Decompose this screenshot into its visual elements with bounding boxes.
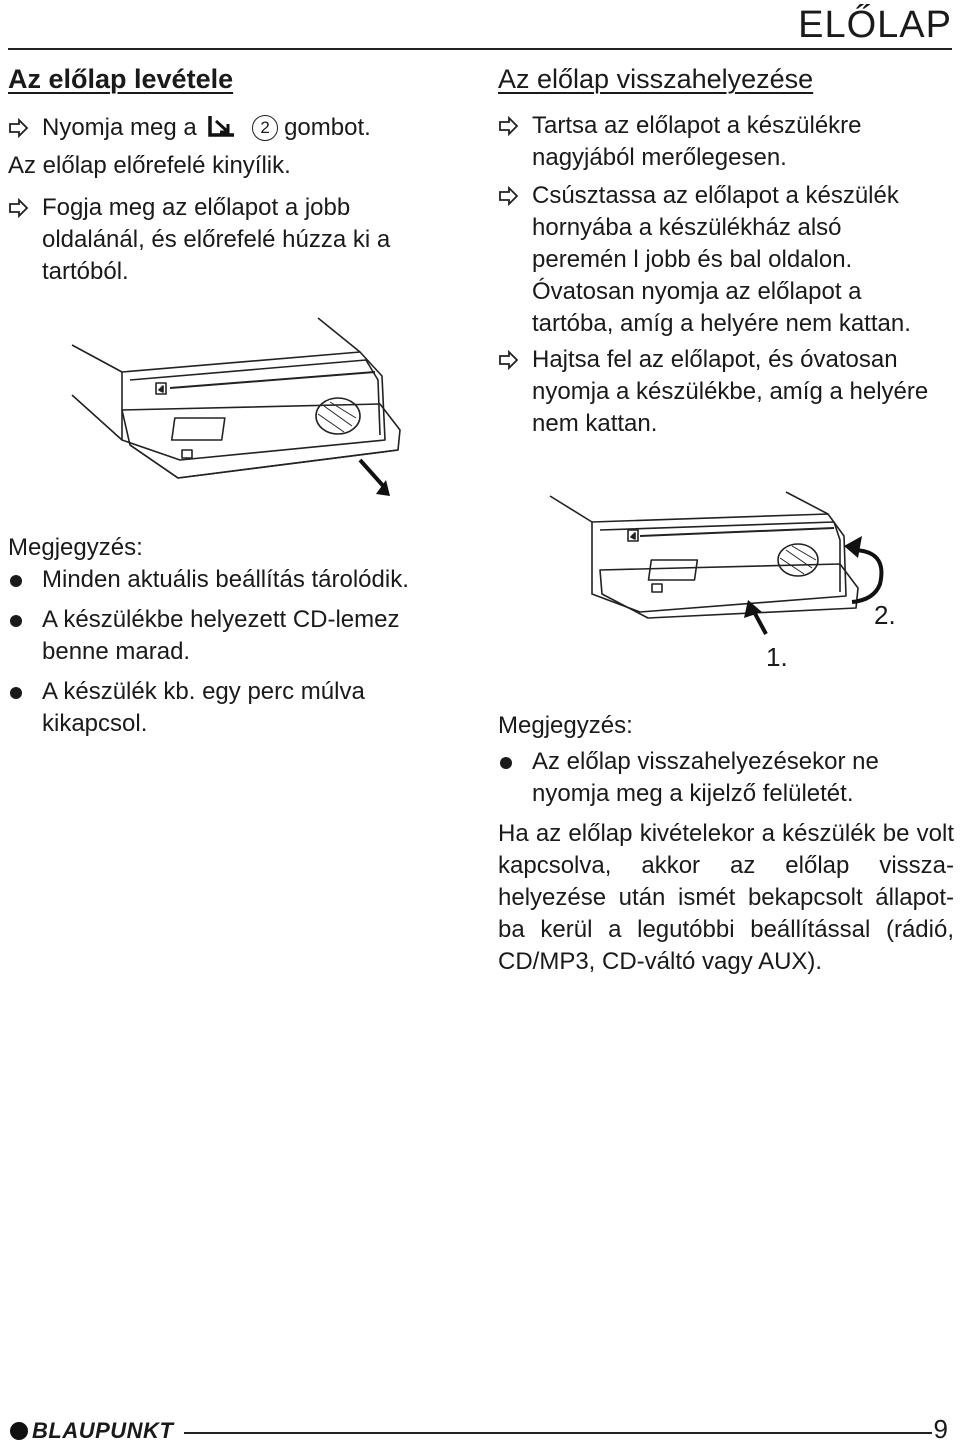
note-2-item-1-text: Az előlap visszahelyezésekor ne nyomja meg a kijelző felületét. [532,748,879,807]
bullet-dot-icon [500,757,512,769]
button-number-badge: 2 [252,115,278,141]
removal-step-1-after: gombot. [284,114,371,141]
illustration-panel-reattach [540,484,920,674]
note-title-2: Megjegyzés: [498,712,633,739]
removal-step-1-result: Az előlap előrefelé kinyílik. [8,152,291,179]
bullet-dot-icon [10,615,22,627]
reattach-step-2 [498,180,938,340]
removal-step-2 [8,192,418,288]
reattach-step-2-text: Csúsztassa az előlapot a készülék hornyába a készülékház alsó peremén l jobb és bal oldalon. Óvatosan nyomja az előlapot a tartóba, amíg a helyére nem kattan. [532,182,911,337]
figure-step-label-1: 1. [766,642,788,672]
note-1-item-2-text: A készülékbe helyezett CD-lemez benne marad. [42,606,400,665]
figure-step-label-2: 2. [874,600,896,630]
bullet-dot-icon [10,687,22,699]
section-heading-reattach: Az előlap visszahelyezése [498,64,814,94]
arrow-bullet-icon [8,198,30,218]
brand-name: BLAUPUNKT [32,1418,174,1443]
arrow-bullet-icon [498,350,520,370]
arrow-bullet-icon [498,116,520,136]
note-1-item-2 [8,604,448,668]
blaupunkt-logo-icon [10,1422,28,1440]
reattach-step-3-text: Hajtsa fel az előlapot, és óvatosan nyomja a készülékbe, amíg a helyére nem kattan. [532,346,929,437]
reattach-step-3 [498,344,938,440]
bullet-dot-icon [10,575,22,587]
arrow-bullet-icon [498,186,520,206]
brand-logo [10,1418,173,1444]
note-1-item-3-text: A készülék kb. egy perc múlva kikapcsol. [42,678,365,737]
removal-step-1 [8,112,448,144]
note-1-item-1-text: Minden aktuális beállítás tárolódik. [42,566,409,593]
removal-step-2-text: Fogja meg az előlapot a jobb oldalánál, és előrefelé húzza ki a tartóból. [42,194,391,285]
reattach-step-1 [498,110,938,174]
removal-step-1-before: Nyomja meg a [42,114,197,141]
reattach-step-1-text: Tartsa az előlapot a készülékre nagyjából merőlegesen. [532,112,862,171]
section-heading-removal: Az előlap levétele [8,64,234,94]
page-title: ELŐLAP [798,4,952,46]
header-divider [8,48,952,50]
page-number: 9 [933,1414,948,1444]
note-1-item-1 [8,564,448,596]
arrow-bullet-icon [8,118,30,138]
note-2-item-1 [498,746,938,810]
note-title-1: Megjegyzés: [8,534,143,561]
note-1-item-3 [8,676,448,740]
illustration-panel-open [60,310,410,510]
reattach-paragraph: Ha az előlap kivételekor a készülék be volt kapcsolva, akkor az előlap vissza-helyezése után ismét bekapcsolt állapot-ba kerül a legutóbbi beállítással (rádió, CD/MP3, CD-váltó vagy AUX). [498,820,954,975]
release-button-icon [207,114,237,138]
footer-divider [184,1432,932,1434]
